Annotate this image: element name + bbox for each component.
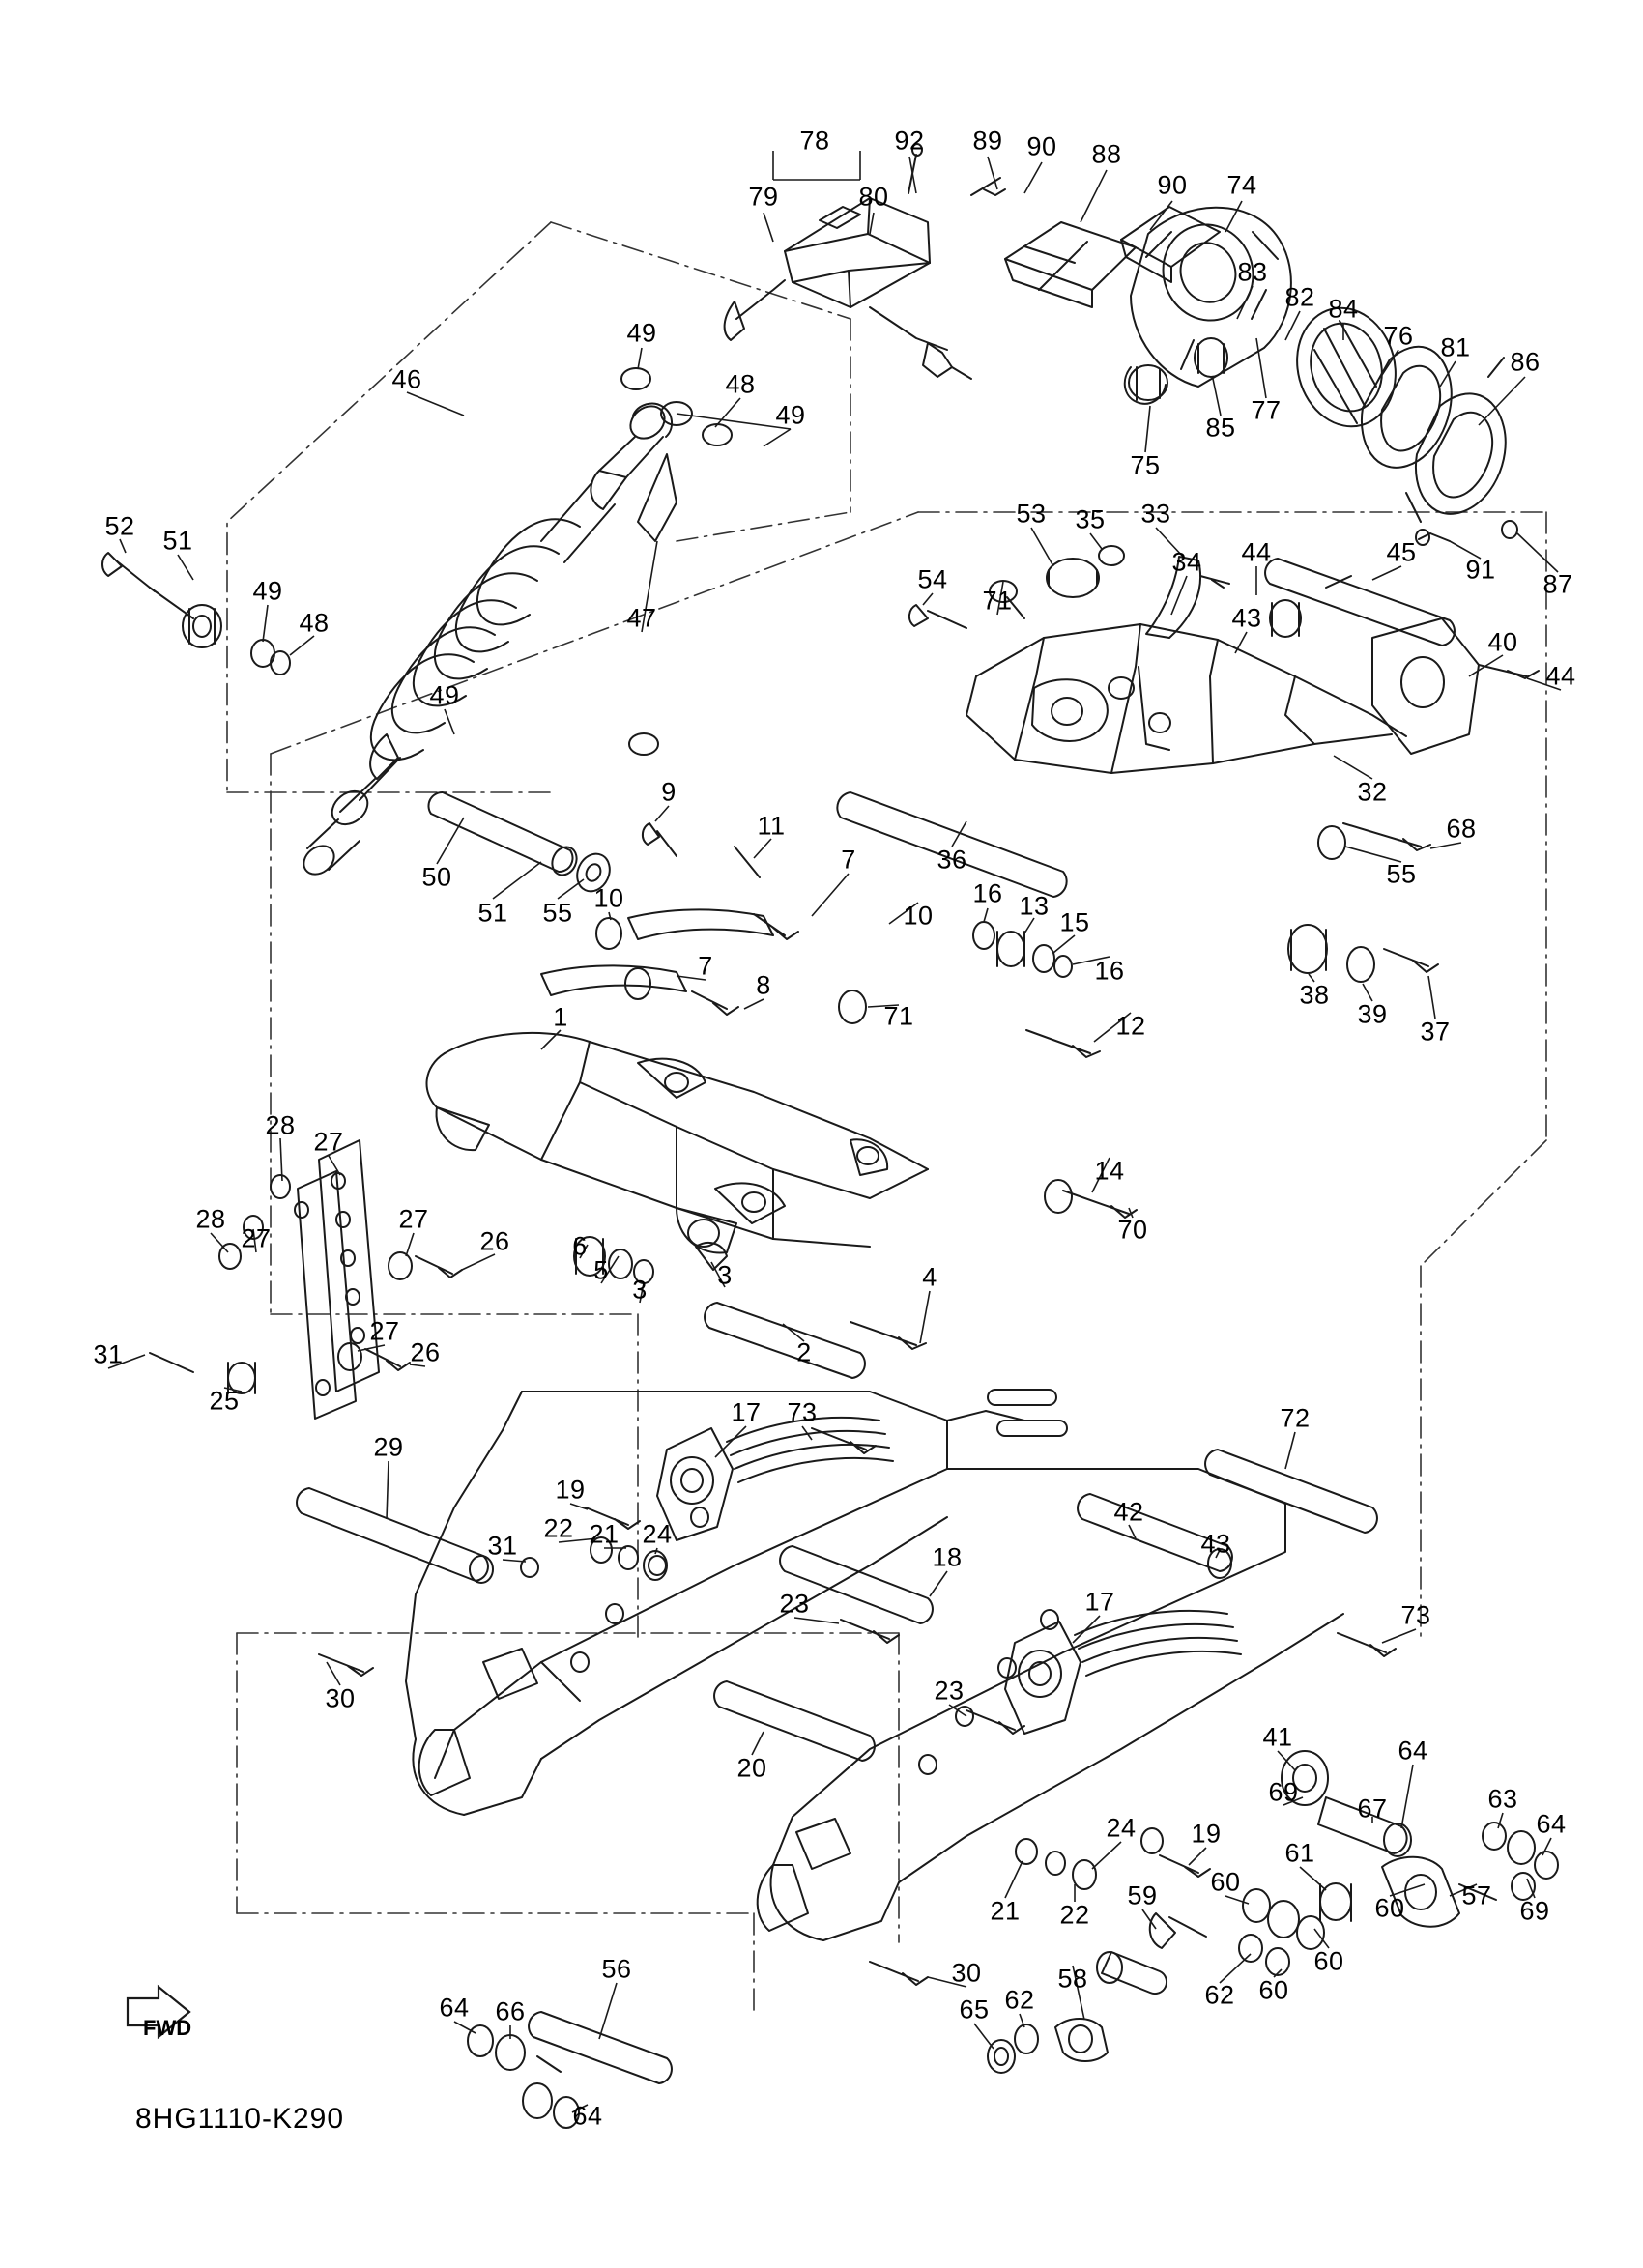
callout-number: 28 — [195, 1204, 226, 1234]
callout-number: 34 — [1171, 547, 1202, 577]
callout-number: 92 — [894, 126, 925, 156]
callout-number: 71 — [883, 1001, 914, 1031]
callout-number: 14 — [1094, 1156, 1125, 1186]
callout-number: 55 — [1386, 859, 1417, 889]
callout-number: 60 — [1258, 1975, 1289, 2005]
callout-number: 19 — [1191, 1819, 1222, 1849]
callout-number: 27 — [398, 1204, 429, 1234]
callout-number: 16 — [1094, 956, 1125, 986]
callout-number: 47 — [626, 603, 657, 633]
callout-number: 17 — [1084, 1587, 1115, 1617]
callout-number: 52 — [104, 511, 135, 541]
callout-number: 49 — [626, 318, 657, 348]
callout-number: 64 — [1398, 1736, 1428, 1766]
callout-number: 62 — [1004, 1985, 1035, 2015]
callout-number: 44 — [1241, 537, 1272, 567]
callout-number: 28 — [265, 1110, 296, 1140]
callout-number: 39 — [1357, 999, 1388, 1029]
callout-number: 64 — [572, 2101, 603, 2131]
callout-number: 81 — [1440, 332, 1471, 362]
callout-number: 62 — [1204, 1980, 1235, 2010]
callout-number: 37 — [1420, 1017, 1451, 1047]
callout-number: 71 — [982, 586, 1013, 616]
callout-number: 46 — [391, 364, 422, 394]
callout-number: 33 — [1140, 499, 1171, 529]
callout-number: 8 — [756, 970, 771, 1000]
callout-number: 24 — [642, 1519, 673, 1549]
callout-number: 36 — [937, 845, 967, 875]
callout-number: 45 — [1386, 537, 1417, 567]
callout-number: 64 — [439, 1993, 470, 2023]
callout-number: 51 — [162, 526, 193, 556]
callout-number: 48 — [299, 608, 330, 638]
callout-number: 57 — [1461, 1880, 1492, 1910]
callout-number: 87 — [1542, 569, 1573, 599]
callout-number: 88 — [1091, 139, 1122, 169]
callout-number: 32 — [1357, 777, 1388, 807]
callout-number: 61 — [1284, 1838, 1315, 1868]
fwd-direction-label: FWD — [143, 2016, 192, 2040]
callout-number: 77 — [1251, 395, 1282, 425]
callout-number: 44 — [1545, 661, 1576, 691]
callout-number: 25 — [209, 1386, 240, 1416]
callout-number: 12 — [1115, 1011, 1146, 1041]
callout-number: 60 — [1313, 1946, 1344, 1976]
callout-number: 79 — [748, 182, 779, 212]
callout-number: 85 — [1205, 413, 1236, 443]
callout-number: 70 — [1117, 1215, 1148, 1245]
callout-number: 10 — [593, 883, 624, 913]
callout-number: 60 — [1374, 1893, 1405, 1923]
callout-number: 31 — [93, 1339, 124, 1369]
callout-number: 27 — [241, 1223, 272, 1253]
callout-number: 65 — [959, 1995, 990, 2024]
callout-number: 29 — [373, 1432, 404, 1462]
callout-number: 58 — [1057, 1964, 1088, 1994]
callout-number: 91 — [1465, 555, 1496, 585]
callout-number: 73 — [1400, 1600, 1431, 1630]
callout-number: 78 — [799, 126, 830, 156]
callout-number: 23 — [779, 1589, 810, 1619]
callout-number: 7 — [698, 951, 713, 981]
diagram-part-number: 8HG1110-K290 — [135, 2103, 345, 2135]
callout-number: 18 — [932, 1542, 963, 1572]
callout-number: 59 — [1127, 1880, 1158, 1910]
callout-number: 15 — [1059, 907, 1090, 937]
callout-number: 43 — [1200, 1529, 1231, 1559]
callout-number: 3 — [632, 1275, 648, 1305]
callout-number: 73 — [787, 1397, 818, 1427]
callout-number: 54 — [917, 564, 948, 594]
callout-number: 53 — [1016, 499, 1047, 529]
callout-number: 69 — [1519, 1896, 1550, 1926]
callout-number: 6 — [572, 1231, 588, 1261]
callout-number: 82 — [1284, 282, 1315, 312]
callout-number: 1 — [553, 1002, 568, 1032]
callout-number: 51 — [477, 898, 508, 928]
callout-number: 2 — [796, 1337, 812, 1367]
callout-number: 55 — [542, 898, 573, 928]
callout-number: 27 — [313, 1127, 344, 1157]
callout-number: 63 — [1487, 1784, 1518, 1814]
callout-number: 35 — [1075, 504, 1106, 534]
callout-number: 74 — [1226, 170, 1257, 200]
callout-number: 76 — [1383, 321, 1414, 351]
callout-number: 26 — [479, 1226, 510, 1256]
callout-number: 40 — [1487, 627, 1518, 657]
callout-number: 17 — [731, 1397, 762, 1427]
callout-number: 49 — [429, 680, 460, 710]
callout-number: 42 — [1113, 1497, 1144, 1527]
callout-number: 16 — [972, 878, 1003, 908]
callout-number: 75 — [1130, 450, 1161, 480]
callout-number: 43 — [1231, 603, 1262, 633]
callout-number: 22 — [1059, 1900, 1090, 1930]
callout-number: 66 — [495, 1996, 526, 2026]
callout-number: 38 — [1299, 980, 1330, 1010]
callout-number: 86 — [1510, 347, 1541, 377]
callout-number: 19 — [555, 1475, 586, 1505]
callout-number: 24 — [1106, 1813, 1137, 1843]
callout-number: 11 — [757, 811, 786, 841]
callout-number: 90 — [1157, 170, 1188, 200]
callout-number: 60 — [1210, 1867, 1241, 1897]
callout-number: 90 — [1026, 131, 1057, 161]
callout-number: 80 — [858, 182, 889, 212]
callout-number: 68 — [1446, 814, 1477, 844]
callout-number: 9 — [661, 777, 677, 807]
callout-number: 7 — [841, 845, 856, 875]
callout-number: 72 — [1280, 1403, 1311, 1433]
callout-number: 84 — [1328, 294, 1359, 324]
callout-number: 56 — [601, 1954, 632, 1984]
callout-number: 4 — [922, 1262, 937, 1292]
callout-number: 30 — [951, 1958, 982, 1988]
callout-number: 30 — [325, 1683, 356, 1713]
callout-number: 20 — [736, 1753, 767, 1783]
callout-number: 49 — [252, 576, 283, 606]
callout-number: 21 — [990, 1896, 1021, 1926]
callout-number: 3 — [717, 1260, 733, 1290]
callout-number: 27 — [369, 1316, 400, 1346]
callout-number: 50 — [421, 862, 452, 892]
callout-number: 21 — [589, 1519, 620, 1549]
callout-number: 22 — [543, 1513, 574, 1543]
callout-number: 26 — [410, 1337, 441, 1367]
callout-number: 23 — [934, 1676, 965, 1706]
callout-number: 69 — [1268, 1777, 1299, 1807]
callout-number: 41 — [1262, 1722, 1293, 1752]
callout-number: 83 — [1237, 257, 1268, 287]
callout-number: 49 — [775, 400, 806, 430]
callout-number: 89 — [972, 126, 1003, 156]
callout-number: 67 — [1357, 1794, 1388, 1823]
callout-number: 10 — [903, 901, 934, 931]
callout-number: 31 — [487, 1531, 518, 1561]
callout-number: 5 — [593, 1255, 609, 1285]
callout-number: 64 — [1536, 1809, 1567, 1839]
callout-number: 13 — [1019, 891, 1050, 921]
callout-number: 48 — [725, 369, 756, 399]
